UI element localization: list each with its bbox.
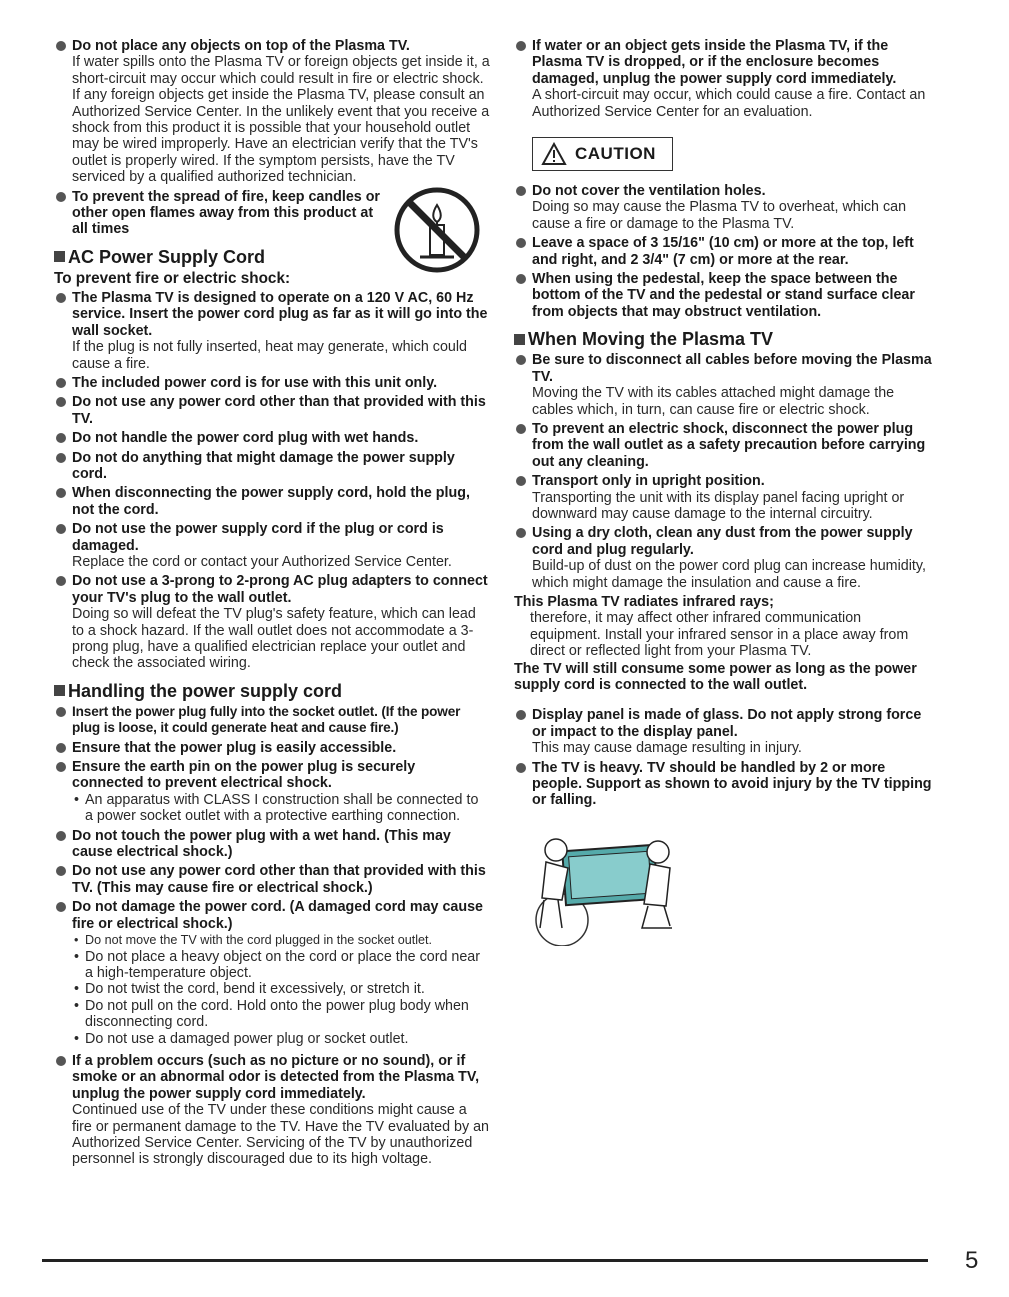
sub-list-item: • Do not place a heavy object on the cord or place the cord near a high-temperature object.	[72, 949, 490, 982]
list-item: Do not cover the ventilation holes. Doing so may cause the Plasma TV to overheat, which can cause a fire or damage to the Plasma TV.	[514, 183, 934, 232]
list-item: If a problem occurs (such as no picture or no sound), or if smoke or an abnormal odor is detected from the Plasma TV, unplug the power supply cord immediately. Continued use of the TV under these conditions might cause a fire or permanent damage to the TV. Have the TV evaluated by an Authorized Service Center. Servicing of the TV by unauthorized personnel is strongly discouraged due to its high voltage.	[54, 1053, 490, 1168]
list-item: If water or an object gets inside the Plasma TV, if the Plasma TV is dropped, or if the enclosure becomes damaged, unplug the power supply cord immediately. A short-circuit may occur, which could cause a fire. Contact an Authorized Service Center for an evaluation.	[514, 38, 934, 120]
list-item: Do not do anything that might damage the power supply cord.	[54, 450, 490, 483]
list-item: When disconnecting the power supply cord, hold the plug, not the cord.	[54, 485, 490, 518]
bullet-icon	[56, 41, 66, 51]
bullet-icon	[516, 41, 526, 51]
sub-list	[72, 932, 490, 1047]
bullet-icon	[56, 192, 66, 202]
list-item: The included power cord is for use with this unit only.	[54, 375, 490, 391]
list-item: To prevent an electric shock, disconnect the power plug from the wall outlet as a safety precaution before carrying out any cleaning.	[514, 421, 934, 470]
list-item: Do not handle the power cord plug with wet hands.	[54, 430, 490, 446]
square-bullet-icon	[54, 251, 65, 262]
list-item: Be sure to disconnect all cables before moving the Plasma TV. Moving the TV with its cables attached might damage the cables which, in turn, can cause fire or electric shock.	[514, 352, 934, 418]
list-item: Do not touch the power plug with a wet hand. (This may cause electrical shock.)	[54, 828, 490, 861]
bullet-icon	[516, 528, 526, 538]
list-item: Ensure that the power plug is easily accessible.	[54, 740, 490, 756]
bullet-icon	[56, 453, 66, 463]
bullet-icon	[56, 397, 66, 407]
sub-list-item: • Do not move the TV with the cord plugged in the socket outlet.	[72, 932, 490, 948]
list-item: To prevent the spread of fire, keep candles or other open flames away from this product at all times	[54, 189, 490, 238]
list-item: Insert the power plug fully into the socket outlet. (If the power plug is loose, it could generate heat and cause fire.)	[54, 704, 490, 737]
list-item: Using a dry cloth, clean any dust from the power supply cord and plug regularly. Build-up of dust on the power cord plug can increase humidity, which might damage the insulation and cause a fire.	[514, 525, 934, 591]
bullet-icon	[516, 763, 526, 773]
bullet-icon	[516, 355, 526, 365]
warning-triangle-icon	[541, 142, 567, 166]
bullet-icon	[516, 186, 526, 196]
footer-rule	[42, 1259, 928, 1262]
right-column	[514, 38, 934, 812]
list-item: Do not use any power cord other than that provided with this TV. (This may cause fire or electrical shock.)	[54, 863, 490, 896]
subheading: To prevent fire or electric shock:	[54, 269, 291, 287]
sub-list	[72, 792, 490, 825]
list-item: Ensure the earth pin on the power plug is securely connected to prevent electrical shock. • An apparatus with CLASS I construction shall be connected to a power socket outlet with a protective earthing connection.	[54, 759, 490, 825]
bullet-icon	[56, 743, 66, 753]
section-heading-ac-power: AC Power Supply Cord	[54, 246, 490, 268]
bullet-icon	[516, 274, 526, 284]
list-item: When using the pedestal, keep the space between the bottom of the TV and the pedestal or stand surface clear from objects that may obstruct ventilation.	[514, 271, 934, 320]
section-heading-moving: When Moving the Plasma TV	[514, 328, 934, 350]
bullet-icon	[56, 524, 66, 534]
infrared-note: This Plasma TV radiates infrared rays; therefore, it may affect other infrared communication equipment. Install your infrared sensor in a place away from direct or reflected light from your Plasma TV.	[514, 593, 909, 660]
bullet-icon	[56, 866, 66, 876]
list-item: Transport only in upright position. Transporting the unit with its display panel facing upright or downward may cause damage to the internal circuitry.	[514, 473, 934, 522]
two-people-carrying-tv-illustration	[532, 828, 682, 946]
list-item: Do not damage the power cord. (A damaged cord may cause fire or electrical shock.) • Do not move the TV with the cord plugged in the socket outlet. • Do not place a heavy object on the cord or place the cord near a high-temperature object. • Do not twist the cord, bend it excessively, or stretch it. • Do not pull on the cord. Hold onto the power plug body when disconnecting cord. • Do not use a damaged power plug or socket outlet.	[54, 899, 490, 1047]
caution-label-box	[532, 137, 673, 171]
list-item: Do not place any objects on top of the Plasma TV. If water spills onto the Plasma TV or foreign objects get inside it, a short-circuit may occur which could result in fire or electric shock. If any foreign objects get inside the Plasma TV, please consult an Authorized Service Center. In the unlikely event that you receive a shock from this product it is possible that your household outlet may be wired improperly. Have an electrician verify that the TV's outlet is properly wired. If the symptom persists, have the TV serviced by a qualified authorized technician.	[54, 38, 490, 186]
list-item: Leave a space of 3 15/16" (10 cm) or more at the top, left and right, and 2 3/4" (7 cm) or more at the rear.	[514, 235, 934, 268]
sub-list-item: • Do not use a damaged power plug or socket outlet.	[72, 1031, 490, 1047]
bullet-icon	[56, 902, 66, 912]
list-item: Do not use a 3-prong to 2-prong AC plug adapters to connect your TV's plug to the wall outlet. Doing so will defeat the TV plug's safety feature, which can lead to a shock hazard. If the wall outlet does not accommodate a 3-prong plug, have a qualified electrician replace your outlet and check the associated wiring.	[54, 573, 490, 671]
bullet-icon	[56, 707, 66, 717]
no-open-flame-icon	[394, 187, 480, 273]
bullet-icon	[56, 1056, 66, 1066]
bullet-icon	[56, 762, 66, 772]
bullet-icon	[516, 238, 526, 248]
bullet-icon	[56, 831, 66, 841]
square-bullet-icon	[514, 334, 525, 345]
sub-list-item: • Do not pull on the cord. Hold onto the power plug body when disconnecting cord.	[72, 998, 490, 1031]
bullet-icon	[56, 293, 66, 303]
bullet-icon	[516, 710, 526, 720]
list-item: Display panel is made of glass. Do not apply strong force or impact to the display panel. This may cause damage resulting in injury.	[514, 707, 934, 756]
standby-note: The TV will still consume some power as long as the power supply cord is connected to the wall outlet.	[514, 660, 917, 693]
bullet-icon	[516, 424, 526, 434]
list-item: Do not use any power cord other than that provided with this TV.	[54, 394, 490, 427]
caution-label: CAUTION	[575, 143, 656, 163]
bullet-icon	[516, 476, 526, 486]
bullet-icon	[56, 488, 66, 498]
bullet-icon	[56, 433, 66, 443]
list-item: Do not use the power supply cord if the plug or cord is damaged. Replace the cord or contact your Authorized Service Center.	[54, 521, 490, 570]
page-number: 5	[965, 1247, 979, 1274]
bullet-icon	[56, 378, 66, 388]
square-bullet-icon	[54, 685, 65, 696]
section-heading-handling: Handling the power supply cord	[54, 680, 490, 702]
sub-list-item: • Do not twist the cord, bend it excessively, or stretch it.	[72, 981, 490, 997]
list-item: The Plasma TV is designed to operate on a 120 V AC, 60 Hz service. Insert the power cord plug as far as it will go into the wall socket. If the plug is not fully inserted, heat may generate, which could cause a fire.	[54, 290, 490, 372]
list-item: The TV is heavy. TV should be handled by 2 or more people. Support as shown to avoid injury by the TV tipping or falling.	[514, 760, 934, 809]
sub-list-item: • An apparatus with CLASS I construction shall be connected to a power socket outlet with a protective earthing connection.	[72, 792, 490, 825]
bullet-icon	[56, 576, 66, 586]
